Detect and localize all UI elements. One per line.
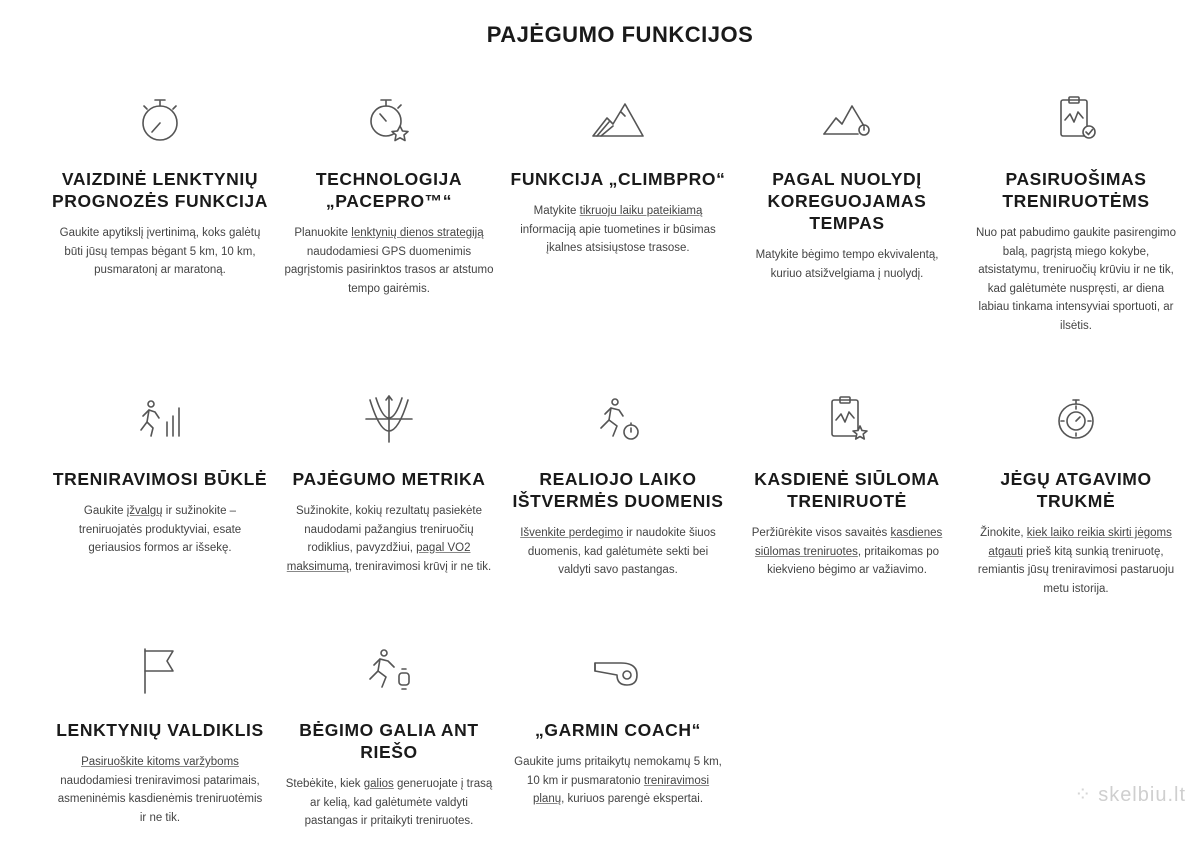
- feature-garmin-coach: [503, 643, 733, 809]
- feature-description: [513, 753, 723, 809]
- recovery-timer-icon: [1049, 392, 1103, 446]
- feature-description: [284, 775, 494, 831]
- feature-title: BĖGIMO GALIA ANT RIEŠO: [299, 720, 479, 762]
- metrics-curves-icon: [362, 392, 416, 446]
- feature-description: [284, 224, 494, 298]
- feature-wrist-running-power: [274, 643, 504, 831]
- description-link[interactable]: įžvalgų: [126, 505, 163, 517]
- description-text: naudodamiesi GPS duomenimis pagrįstomis pasirinktos trasos ar atstumo tempo gairėmis.: [284, 245, 494, 295]
- description-text: prieš kitą sunkią treniruotę, remiantis jūsų treniravimosi pastaruoju metu istorija.: [977, 545, 1175, 595]
- runner-bars-icon: [133, 392, 187, 446]
- feature-training-readiness: [961, 92, 1191, 335]
- description-text: Gaukite jums pritaikytų nemokamų 5 km, 10 km ir pusmaratonio: [514, 756, 722, 787]
- feature-title: VAIZDINĖ LENKTYNIŲ PROGNOZĖS FUNKCIJA: [52, 169, 268, 211]
- feature-title: FUNKCIJA „CLIMBPRO“: [510, 169, 726, 189]
- whistle-icon: [591, 643, 645, 697]
- description-link[interactable]: tikruoju laiku pateikiamą: [579, 205, 703, 217]
- feature-recovery-time: [961, 392, 1191, 598]
- feature-title: JĖGŲ ATGAVIMO TRUKMĖ: [1000, 469, 1152, 511]
- feature-description: [513, 524, 723, 580]
- description-link[interactable]: Išvenkite perdegimo: [520, 527, 624, 539]
- feature-title: KASDIENĖ SIŪLOMA TRENIRUOTĖ: [754, 469, 940, 511]
- feature-description: [971, 224, 1181, 335]
- feature-title: PAJĖGUMO METRIKA: [292, 469, 486, 489]
- feature-title: PASIRUOŠIMAS TRENIRUOTĖMS: [1002, 169, 1150, 211]
- description-link[interactable]: galios: [363, 778, 394, 790]
- feature-description: [55, 753, 265, 827]
- feature-title: LENKTYNIŲ VALDIKLIS: [56, 720, 264, 740]
- mountains-icon: [591, 92, 645, 146]
- description-text: Peržiūrėkite visos savaitės: [751, 527, 891, 539]
- feature-climbpro: [503, 92, 733, 258]
- description-text: informaciją apie tuometines ir būsimas įkalnes atsisiųstose trasose.: [520, 223, 716, 254]
- description-text: Stebėkite, kiek: [285, 778, 364, 790]
- feature-description: [55, 224, 265, 280]
- mountain-slope-icon: [820, 92, 874, 146]
- feature-race-widget: [45, 643, 275, 827]
- clipboard-star-icon: [820, 392, 874, 446]
- description-text: , treniravimosi krūvį ir ne tik.: [348, 560, 492, 573]
- description-text: Sužinokite, kokių rezultatų pasiekėte naudodami pažangius treniruočių rodiklius, pavyzdžiui,: [295, 505, 483, 554]
- feature-description: [971, 524, 1181, 598]
- stopwatch-star-icon: [362, 92, 416, 146]
- description-link[interactable]: lenktynių dienos strategiją: [351, 227, 484, 239]
- description-text: ir sužinokite – treniruojatės produktyviai, esate geriausios formos ar išsekę.: [78, 505, 242, 554]
- description-text: Žinokite,: [980, 527, 1027, 539]
- feature-title: PAGAL NUOLYDĮ KOREGUOJAMAS TEMPAS: [767, 169, 927, 233]
- description-text: Matykite: [533, 205, 580, 217]
- feature-description: [742, 246, 952, 283]
- feature-description: [284, 502, 494, 576]
- description-text: naudodamiesi treniravimosi patarimais, asmeninėmis kasdienėmis treniruotėmis ir ne tik.: [57, 774, 263, 824]
- description-text: Planuokite: [294, 227, 352, 239]
- description-text: ir naudokite šiuos duomenis, kad galėtumėte sekti bei valdyti savo pastangas.: [527, 527, 716, 576]
- feature-pacepro: [274, 92, 504, 298]
- feature-performance-metrics: [274, 392, 504, 576]
- description-text: Matykite bėgimo tempo ekvivalentą, kuriuo atsižvelgiama į nuolydį.: [755, 249, 939, 280]
- description-text: Nuo pat pabudimo gaukite pasirengimo balą, pagrįstą miego kokybe, atsistatymu, treniruočių krūviu ir ne tik, kad galėtumėte nuspręsti, ar diena labiau tinkama intensyviai sportuoti, ar ilsėtis.: [975, 227, 1177, 332]
- description-link[interactable]: pagal VO2 maksimumą: [286, 542, 471, 573]
- description-link[interactable]: Pasiruoškite kitoms varžyboms: [81, 756, 239, 768]
- feature-realtime-stamina: [503, 392, 733, 580]
- description-link[interactable]: treniravimosi planų: [532, 774, 710, 805]
- description-text: Gaukite: [83, 505, 127, 517]
- feature-training-status: [45, 392, 275, 558]
- description-text: , pritaikomas po kiekvieno bėgimo ar važiavimo.: [767, 545, 940, 576]
- page-title: PAJĖGUMO FUNKCIJOS: [486, 22, 754, 47]
- watermark: ⁘ skelbiu.lt: [1074, 784, 1186, 806]
- feature-title: „GARMIN COACH“: [535, 720, 701, 740]
- feature-title: REALIOJO LAIKO IŠTVERMĖS DUOMENIS: [512, 469, 724, 511]
- runner-stopwatch-icon: [591, 392, 645, 446]
- stopwatch-icon: [133, 92, 187, 146]
- description-text: generuojate į trasą ar kelią, kad galėtumėte valdyti pastangas ir pritaikyti treniruotes.: [304, 778, 493, 827]
- feature-title: TECHNOLOGIJA „PACEPRO™“: [315, 169, 463, 211]
- feature-race-predictor: [45, 92, 275, 280]
- description-link[interactable]: kiek laiko reikia skirti jėgoms atgauti: [988, 527, 1172, 558]
- feature-grade-adjusted-pace: [732, 92, 962, 283]
- description-text: , kuriuos parengė ekspertai.: [561, 793, 704, 805]
- feature-title: TRENIRAVIMOSI BŪKLĖ: [52, 469, 268, 489]
- watermark-logo-icon: ⁘: [1074, 784, 1093, 806]
- runner-watch-icon: [362, 643, 416, 697]
- feature-daily-suggested-workout: [732, 392, 962, 580]
- feature-description: [742, 524, 952, 580]
- feature-description: [55, 502, 265, 558]
- description-link[interactable]: kasdienes siūlomas treniruotes: [754, 527, 943, 558]
- clipboard-chart-icon: [1049, 92, 1103, 146]
- feature-description: [513, 202, 723, 258]
- flag-icon: [133, 643, 187, 697]
- description-text: Gaukite apytikslį įvertinimą, koks galėtų būti jūsų tempas bėgant 5 km, 10 km, pusmaratonį ar maratoną.: [59, 227, 261, 276]
